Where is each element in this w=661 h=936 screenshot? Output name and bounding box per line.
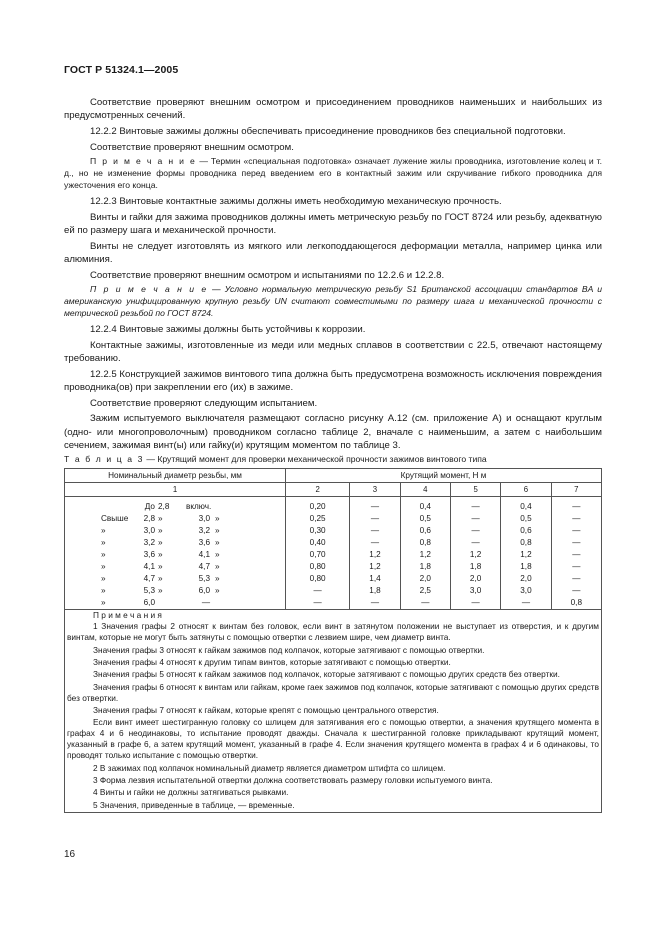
table-note: Если винт имеет шестигранную головку со шлицем для затягивания его с помощью отвертки, а значения крутящего момента в графах 4 и 6 неодинаковы, то испытание проводят дважды. Сначала к шестигранной головке прикладывают крутящий момент, указанный в графе 6, а затем крутящий момент, указанный в графе 4. Если значения крутящего момента в графах 4 и 6 одинаковы, то проводят только испытание с помощью отвертки. xyxy=(67,717,599,761)
diameter-part: 2,8 xyxy=(158,502,170,512)
torque-value: — xyxy=(370,526,380,536)
torque-column-7 xyxy=(551,497,601,610)
diameter-part: » xyxy=(215,538,220,548)
torque-value: — xyxy=(471,598,480,608)
paragraph-text: 12.2.2 Винтовые зажимы должны обеспечивать присоединение проводников без специальной подготовки. xyxy=(90,125,566,137)
column-number: 5 xyxy=(450,483,500,497)
table-note: Значения графы 3 относят к гайкам зажимов под колпачок, которые затягивают с помощью отвертки. xyxy=(93,644,485,655)
page-number: 16 xyxy=(64,849,76,860)
diameter-part: 4,7 xyxy=(143,574,155,584)
table-note: Значения графы 5 относят к гайкам зажимов под колпачок, которые затягивают с помощью других средств без отвертки. xyxy=(93,669,560,680)
paragraph xyxy=(64,195,602,208)
diameter-part: » xyxy=(158,574,163,584)
torque-column-3 xyxy=(350,497,400,610)
paragraph xyxy=(64,284,602,319)
diameter-part: » xyxy=(158,514,163,524)
torque-value: 0,70 xyxy=(309,550,326,560)
torque-value: — xyxy=(572,550,581,560)
diameter-part: » xyxy=(215,586,220,596)
torque-value: — xyxy=(313,586,322,596)
note-label: П р и м е ч а н и е xyxy=(90,284,208,295)
diameter-part: 6,0 xyxy=(198,586,210,596)
torque-table xyxy=(64,468,602,813)
paragraph xyxy=(64,240,602,266)
diameter-range xyxy=(101,501,283,513)
diameter-range xyxy=(101,573,283,585)
paragraph xyxy=(64,96,602,122)
torque-value: — xyxy=(572,514,581,524)
paragraph-text: Соответствие проверяют внешним осмотром и присоединением проводников наименьших и наибольших из предусмотренных сечений. xyxy=(64,97,602,122)
torque-value: 1,2 xyxy=(520,550,532,560)
paragraph xyxy=(64,412,602,452)
torque-value: 1,8 xyxy=(520,562,532,572)
diameter-part: Свыше xyxy=(101,514,129,524)
document-header: ГОСТ Р 51324.1—2005 xyxy=(64,64,179,76)
torque-value: 2,0 xyxy=(469,574,482,584)
torque-value: — xyxy=(572,586,581,596)
paragraph xyxy=(64,368,602,394)
diameter-part: 4,1 xyxy=(198,550,210,560)
torque-value: 2,0 xyxy=(520,574,532,584)
paragraph-text: 12.2.3 Винтовые контактные зажимы должны иметь необходимую механическую прочность. xyxy=(90,196,502,208)
torque-value: 1,2 xyxy=(369,550,381,560)
diameter-part: 4,7 xyxy=(198,562,210,572)
torque-value: — xyxy=(471,538,480,548)
torque-value: 1,8 xyxy=(369,586,381,596)
torque-value: — xyxy=(572,574,581,584)
paragraph xyxy=(64,339,602,365)
diameter-part: 3,0 xyxy=(143,526,155,536)
diameter-column xyxy=(65,497,286,610)
paragraph-text: Соответствие проверяют следующим испытанием. xyxy=(90,397,318,409)
diameter-part: » xyxy=(215,514,220,524)
table-note: Значения графы 7 относят к гайкам, которые крепят с помощью центрального отверстия. xyxy=(93,705,439,716)
diameter-range xyxy=(101,585,283,597)
paragraph-text: — Термин «специальная подготовка» означает лужение жилы проводника, изготовление колец и т. д., но не изменение формы проводника перед введением его в контактный зажим или скручивание гибкого проводника для ужесточения его конца. xyxy=(64,156,602,190)
table-note: 1 Значения графы 2 относят к винтам без головок, если винт в затянутом положении не выступает из отверстия, и к другим винтам, которые не могут быть затянуты с помощью отвертки с лезвием шире, чем диаметр винта. xyxy=(67,621,599,643)
diameter-part: 5,3 xyxy=(198,574,210,584)
paragraph-text: Контактные зажимы, изготовленные из меди или медных сплавов в соответствии с 22.5, отвечают настоящему требованию. xyxy=(64,339,602,364)
column-number: 1 xyxy=(65,483,286,497)
torque-value: 0,5 xyxy=(419,514,431,524)
paragraph xyxy=(64,397,602,410)
paragraph xyxy=(64,269,602,282)
torque-value: 0,6 xyxy=(520,526,532,536)
diameter-range xyxy=(101,597,283,609)
diameter-range xyxy=(101,513,283,525)
diameter-part: » xyxy=(215,526,220,536)
diameter-part: До xyxy=(144,502,155,512)
torque-value: — xyxy=(370,514,380,524)
torque-value: 2,5 xyxy=(419,586,431,596)
table-notes-row xyxy=(65,610,602,813)
note-label: П р и м е ч а н и е xyxy=(90,156,197,167)
diameter-part: 3,2 xyxy=(143,538,155,548)
column-number: 3 xyxy=(350,483,400,497)
diameter-part: » xyxy=(215,562,220,572)
diameter-part: включ. xyxy=(186,502,212,512)
paragraph xyxy=(64,323,602,336)
torque-value: 3,0 xyxy=(520,586,532,596)
paragraph-text: — Условно нормальную метрическую резьбу S1 Британской ассоциации стандартов BA и американскую унифицированную крупную резьбу UN считают совместимыми по размеру шага и механической прочности с метрической резьбой по ГОСТ 8724. xyxy=(64,284,602,318)
diameter-part: — xyxy=(201,598,210,608)
diameter-part: » xyxy=(101,562,106,572)
diameter-part: » xyxy=(158,562,163,572)
torque-value: 0,8 xyxy=(419,538,431,548)
torque-column-6 xyxy=(501,497,551,610)
table-caption xyxy=(64,454,602,465)
diameter-part: 3,6 xyxy=(198,538,210,548)
paragraph-text: Винты не следует изготовлять из мягкого или легкоподдающегося деформации металла, например цинка или алюминия. xyxy=(64,240,602,265)
column-number: 6 xyxy=(501,483,551,497)
torque-value: — xyxy=(421,598,430,608)
torque-value: 0,25 xyxy=(309,514,326,524)
table-note: 2 В зажимах под колпачок номинальный диаметр является диаметром штифта со шлицем. xyxy=(93,762,446,773)
diameter-range xyxy=(101,525,283,537)
paragraph xyxy=(64,211,602,237)
diameter-part: 3,6 xyxy=(143,550,155,560)
torque-value: 0,6 xyxy=(419,526,431,536)
torque-value: — xyxy=(370,502,380,512)
torque-value: 3,0 xyxy=(469,586,482,596)
diameter-part: » xyxy=(101,526,106,536)
torque-value: 0,80 xyxy=(309,574,326,584)
torque-value: 0,5 xyxy=(520,514,532,524)
torque-value: — xyxy=(572,562,581,572)
torque-value: 2,0 xyxy=(419,574,431,584)
torque-value: 1,2 xyxy=(369,562,381,572)
torque-value: 0,80 xyxy=(309,562,326,572)
diameter-part: 5,3 xyxy=(143,586,155,596)
table-body-row xyxy=(65,497,602,610)
table-note: 4 Винты и гайки не должны затягиваться рывками. xyxy=(93,787,289,798)
diameter-part: » xyxy=(101,586,106,596)
torque-value: — xyxy=(471,514,480,524)
table-caption-label: Т а б л и ц а 3 xyxy=(64,454,144,465)
notes-title: П р и м е ч а н и я xyxy=(93,610,162,621)
torque-column-4 xyxy=(400,497,450,610)
torque-value: — xyxy=(572,526,581,536)
diameter-part: 2,8 xyxy=(143,514,155,524)
paragraph-text: Винты и гайки для зажима проводников должны иметь метрическую резьбу по ГОСТ 8724 или резьбу, адекватную ей по размеру шага и механической прочности. xyxy=(64,211,602,236)
diameter-part: » xyxy=(215,550,220,560)
diameter-part: » xyxy=(158,550,163,560)
torque-value: — xyxy=(521,598,531,608)
torque-value: — xyxy=(471,526,480,536)
paragraph-text: 12.2.5 Конструкцией зажимов винтового типа должна быть предусмотрена возможность исключения повреждения проводника(ов) при закреплении его (их) в зажиме. xyxy=(64,368,602,393)
torque-value: — xyxy=(370,538,380,548)
torque-value: 1,4 xyxy=(369,574,381,584)
torque-value: 0,20 xyxy=(309,502,326,512)
torque-value: 0,40 xyxy=(309,538,326,548)
torque-value: 1,2 xyxy=(419,550,431,560)
paragraphs xyxy=(64,96,602,452)
torque-value: 0,30 xyxy=(309,526,326,536)
table-header-diameter: Номинальный диаметр резьбы, мм xyxy=(65,468,286,482)
table-header-torque: Крутящий момент, Н м xyxy=(286,468,602,482)
diameter-range xyxy=(101,537,283,549)
diameter-part: 3,2 xyxy=(198,526,210,536)
body-text xyxy=(64,96,602,813)
paragraph xyxy=(64,125,602,138)
table-note: Значения графы 6 относят к винтам или гайкам, кроме гаек зажимов под колпачок, которые затягивают с помощью других средств без отвертки. xyxy=(67,681,599,703)
table-note: 5 Значения, приведенные в таблице, — временные. xyxy=(93,799,295,810)
table-note: 3 Форма лезвия испытательной отвертки должна соответствовать размеру головки испытуемого винта. xyxy=(93,775,493,786)
torque-column-5 xyxy=(450,497,500,610)
torque-value: 1,8 xyxy=(419,562,431,572)
torque-column-2 xyxy=(286,497,350,610)
diameter-part: » xyxy=(158,526,163,536)
torque-value: — xyxy=(572,502,581,512)
diameter-part: » xyxy=(158,586,163,596)
diameter-part: » xyxy=(101,598,106,608)
table-notes xyxy=(65,610,602,813)
diameter-part: » xyxy=(101,574,106,584)
paragraph-text: Соответствие проверяют внешним осмотром и испытаниями по 12.2.6 и 12.2.8. xyxy=(90,269,445,281)
diameter-part: » xyxy=(215,574,220,584)
torque-value: 0,4 xyxy=(520,502,532,512)
diameter-part: » xyxy=(101,538,106,548)
diameter-part: 6,0 xyxy=(143,598,155,608)
torque-value: — xyxy=(572,538,581,548)
torque-value: 1,2 xyxy=(469,550,482,560)
torque-value: 0,8 xyxy=(520,538,532,548)
diameter-range xyxy=(101,549,283,561)
paragraph-text: Соответствие проверяют внешним осмотром. xyxy=(90,141,294,153)
column-number: 4 xyxy=(400,483,450,497)
torque-value: 0,8 xyxy=(570,598,582,608)
torque-value: 0,4 xyxy=(419,502,431,512)
paragraph-text: 12.2.4 Винтовые зажимы должны быть устойчивы к коррозии. xyxy=(90,324,366,336)
diameter-part: » xyxy=(101,550,106,560)
column-number: 7 xyxy=(551,483,601,497)
torque-value: — xyxy=(471,502,480,512)
diameter-part: » xyxy=(158,538,163,548)
torque-value: — xyxy=(370,598,380,608)
torque-value: 1,8 xyxy=(469,562,482,572)
torque-value: — xyxy=(313,598,322,608)
diameter-part: 4,1 xyxy=(143,562,155,572)
paragraph xyxy=(64,156,602,191)
table-caption-text: — Крутящий момент для проверки механической прочности зажимов винтового типа xyxy=(143,454,487,465)
table-note: Значения графы 4 относят к другим типам винтов, которые затягивают с помощью отвертки. xyxy=(93,656,451,667)
diameter-range xyxy=(101,561,283,573)
paragraph-text: Зажим испытуемого выключателя размещают согласно рисунку А.12 (см. приложение А) и оснащают круглым (одно- или многопроволочным) проводником согласно таблице 2, вначале с наименьшим, а затем с наибольшим сечением, зажимая винт(ы) или гайку(и) крутящим моментом по таблице 3. xyxy=(64,413,602,451)
column-number: 2 xyxy=(286,483,350,497)
paragraph xyxy=(64,141,602,154)
table-column-numbers xyxy=(65,483,602,497)
diameter-part: 3,0 xyxy=(198,514,210,524)
